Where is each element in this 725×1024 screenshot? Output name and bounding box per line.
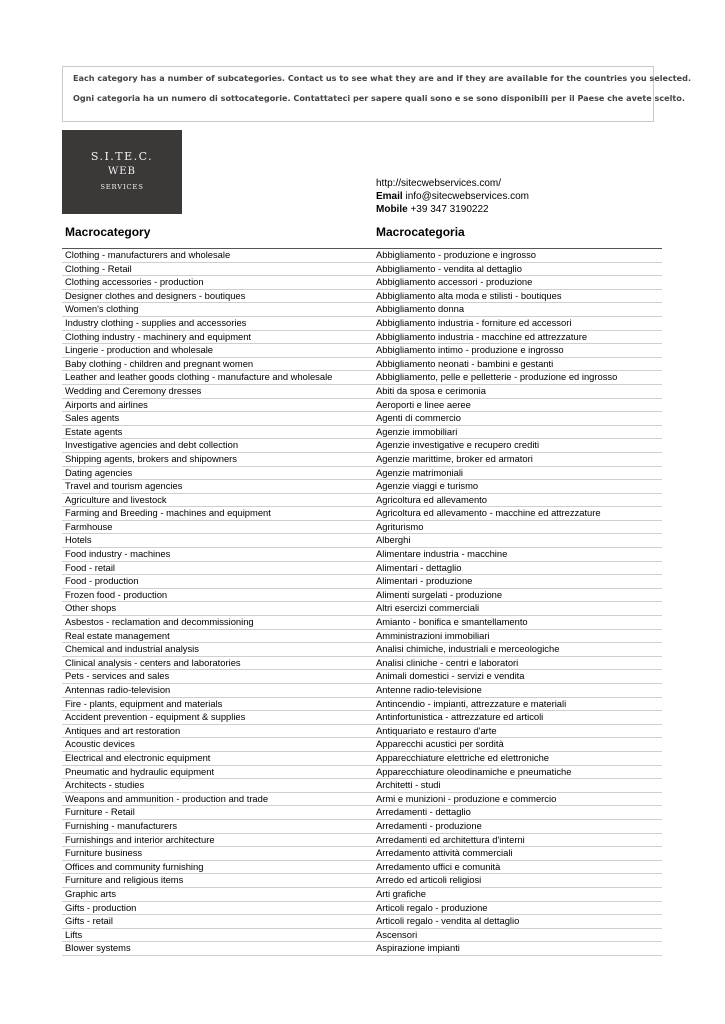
category-english: Weapons and ammunition - production and trade xyxy=(65,792,269,804)
category-english: Clothing accessories - production xyxy=(65,276,204,288)
table-row xyxy=(62,263,662,277)
logo-line-3: SERVICES xyxy=(100,183,144,191)
category-italian: Alimenti surgelati - produzione xyxy=(376,588,503,600)
category-english: Designer clothes and designers - boutiques xyxy=(65,289,246,301)
category-italian: Analisi cliniche - centri e laboratori xyxy=(376,656,519,668)
category-english: Real estate management xyxy=(65,629,170,641)
category-english: Furnishings and interior architecture xyxy=(65,833,215,845)
table-row xyxy=(62,494,662,508)
category-english: Food - retail xyxy=(65,561,116,573)
table-row xyxy=(62,657,662,671)
table-row xyxy=(62,467,662,481)
category-english: Agriculture and livestock xyxy=(65,493,167,505)
mobile-line xyxy=(376,203,529,216)
category-italian: Agenzie marittime, broker ed armatori xyxy=(376,452,533,464)
table-row xyxy=(62,670,662,684)
category-italian: Apparecchiature elettriche ed elettroniche xyxy=(376,751,550,763)
category-italian: Abbigliamento industria - forniture ed accessori xyxy=(376,316,572,328)
table-row xyxy=(62,847,662,861)
website-link[interactable]: http://sitecwebservices.com/ xyxy=(376,178,502,189)
category-table xyxy=(62,248,662,956)
category-italian: Antincendio - impianti, attrezzature e materiali xyxy=(376,697,567,709)
table-row xyxy=(62,480,662,494)
table-row xyxy=(62,902,662,916)
category-english: Offices and community furnishing xyxy=(65,860,204,872)
category-italian: Agenzie investigative e recupero crediti xyxy=(376,439,540,451)
category-english: Antennas radio-television xyxy=(65,684,171,695)
header-macrocategoria: Macrocategoria xyxy=(376,225,465,239)
table-row xyxy=(62,399,662,413)
category-english: Baby clothing - children and pregnant women xyxy=(65,357,254,369)
table-row xyxy=(62,888,662,902)
table-row xyxy=(62,412,662,426)
notice-italian: Ogni categoria ha un numero di sottocategorie. Contattateci per sapere quali sono e se sono disponibili per il Paese che avete scelto. xyxy=(73,93,685,103)
table-row xyxy=(62,453,662,467)
category-italian: Abbigliamento, pelle e pelletterie - produzione ed ingrosso xyxy=(376,371,618,383)
table-row xyxy=(62,834,662,848)
mobile-number: +39 347 3190222 xyxy=(410,204,489,215)
category-english: Antiques and art restoration xyxy=(65,724,181,736)
table-row xyxy=(62,249,662,263)
category-english: Shipping agents, brokers and shipowners xyxy=(65,452,237,464)
category-english: Clothing - manufacturers and wholesale xyxy=(65,249,231,260)
table-row xyxy=(62,616,662,630)
table-row xyxy=(62,942,662,956)
category-italian: Abiti da sposa e cerimonia xyxy=(376,384,486,396)
category-italian: Agenti di commercio xyxy=(376,412,461,424)
category-english: Accident prevention - equipment & supplies xyxy=(65,711,246,723)
category-italian: Abbigliamento neonati - bambini e gestanti xyxy=(376,357,554,369)
table-row xyxy=(62,684,662,698)
category-english: Lingerie - production and wholesale xyxy=(65,344,214,356)
category-italian: Arredamento attività commerciali xyxy=(376,847,513,859)
category-italian: Analisi chimiche, industriali e merceologiche xyxy=(376,643,560,655)
email-link[interactable]: info@sitecwebservices.com xyxy=(405,191,529,202)
category-italian: Architetti - studi xyxy=(376,779,441,791)
table-row xyxy=(62,344,662,358)
category-italian: Aeroporti e linee aeree xyxy=(376,398,471,410)
category-italian: Animali domestici - servizi e vendita xyxy=(376,670,525,682)
category-english: Clinical analysis - centers and laboratories xyxy=(65,656,241,668)
category-english: Travel and tourism agencies xyxy=(65,480,183,492)
category-english: Wedding and Ceremony dresses xyxy=(65,384,202,396)
table-row xyxy=(62,439,662,453)
company-logo xyxy=(62,130,182,214)
category-italian: Alimentari - produzione xyxy=(376,575,473,587)
category-italian: Abbigliamento alta moda e stilisti - boutiques xyxy=(376,289,562,301)
email-label: Email xyxy=(376,191,403,202)
table-row xyxy=(62,602,662,616)
category-italian: Alimentari - dettaglio xyxy=(376,561,462,573)
notice-box xyxy=(62,66,692,122)
category-italian: Agricoltura ed allevamento xyxy=(376,493,487,505)
category-english: Architects - studies xyxy=(65,779,145,791)
table-row xyxy=(62,534,662,548)
category-english: Lifts xyxy=(65,928,83,940)
table-row xyxy=(62,317,662,331)
category-italian: Arredamenti ed architettura d'interni xyxy=(376,833,525,845)
table-row xyxy=(62,521,662,535)
category-italian: Agenzie viaggi e turismo xyxy=(376,480,479,492)
category-italian: Articoli regalo - vendita al dettaglio xyxy=(376,915,520,927)
table-row xyxy=(62,630,662,644)
table-row xyxy=(62,562,662,576)
category-italian: Apparecchi acustici per sordità xyxy=(376,738,504,750)
category-english: Food industry - machines xyxy=(65,548,171,560)
table-row xyxy=(62,711,662,725)
category-italian: Abbigliamento industria - macchine ed attrezzature xyxy=(376,330,588,342)
category-english: Farmhouse xyxy=(65,520,113,532)
category-english: Gifts - retail xyxy=(65,915,113,927)
category-italian: Alimentare industria - macchine xyxy=(376,548,508,560)
contact-block xyxy=(376,177,529,216)
table-row xyxy=(62,725,662,739)
category-english: Clothing industry - machinery and equipment xyxy=(65,330,252,342)
category-italian: Abbigliamento - vendita al dettaglio xyxy=(376,262,522,274)
category-italian: Arredamenti - produzione xyxy=(376,819,482,831)
table-row xyxy=(62,426,662,440)
category-english: Other shops xyxy=(65,602,117,614)
table-row xyxy=(62,371,662,385)
category-italian: Agriturismo xyxy=(376,520,424,532)
table-row xyxy=(62,738,662,752)
category-italian: Abbigliamento donna xyxy=(376,303,465,315)
category-english: Frozen food - production xyxy=(65,588,168,600)
category-english: Food - production xyxy=(65,575,139,587)
table-row xyxy=(62,779,662,793)
table-row xyxy=(62,915,662,929)
category-italian: Arredamenti - dettaglio xyxy=(376,806,471,818)
category-italian: Alberghi xyxy=(376,534,411,546)
table-row xyxy=(62,698,662,712)
category-english: Airports and airlines xyxy=(65,398,148,410)
table-row xyxy=(62,303,662,317)
category-italian: Apparecchiature oleodinamiche e pneumatiche xyxy=(376,765,572,777)
table-row xyxy=(62,752,662,766)
category-italian: Antinfortunistica - attrezzature ed articoli xyxy=(376,711,544,723)
category-italian: Arredo ed articoli religiosi xyxy=(376,874,482,886)
logo-line-1: S.I.TE.C. xyxy=(90,150,154,163)
category-italian: Amministrazioni immobiliari xyxy=(376,629,490,641)
table-row xyxy=(62,548,662,562)
table-row xyxy=(62,820,662,834)
category-english: Graphic arts xyxy=(65,887,117,899)
table-row xyxy=(62,290,662,304)
category-english: Acoustic devices xyxy=(65,738,135,750)
category-italian: Armi e munizioni - produzione e commercio xyxy=(376,792,557,804)
table-row xyxy=(62,589,662,603)
table-row xyxy=(62,929,662,943)
category-english: Hotels xyxy=(65,534,92,546)
category-english: Clothing - Retail xyxy=(65,262,132,274)
category-italian: Amianto - bonifica e smantellamento xyxy=(376,616,528,628)
table-row xyxy=(62,874,662,888)
category-italian: Agenzie matrimoniali xyxy=(376,466,464,478)
category-english: Pets - services and sales xyxy=(65,670,170,682)
table-row xyxy=(62,507,662,521)
category-english: Furnishing - manufacturers xyxy=(65,819,178,831)
category-english: Industry clothing - supplies and accessories xyxy=(65,316,247,328)
category-english: Gifts - production xyxy=(65,901,137,913)
category-italian: Abbigliamento intimo - produzione e ingrosso xyxy=(376,344,564,356)
category-english: Estate agents xyxy=(65,425,123,437)
category-italian: Agenzie immobiliari xyxy=(376,425,458,437)
category-italian: Ascensori xyxy=(376,928,418,940)
category-italian: Arredamento uffici e comunità xyxy=(376,860,501,872)
mobile-label: Mobile xyxy=(376,204,408,215)
table-row xyxy=(62,766,662,780)
category-english: Chemical and industrial analysis xyxy=(65,643,199,655)
logo-line-2: WEB xyxy=(108,166,136,177)
category-english: Blower systems xyxy=(65,942,131,954)
category-italian: Altri esercizi commerciali xyxy=(376,602,480,614)
category-english: Electrical and electronic equipment xyxy=(65,751,211,763)
table-row xyxy=(62,643,662,657)
category-english: Investigative agencies and debt collection xyxy=(65,439,239,451)
table-row xyxy=(62,358,662,372)
category-italian: Aspirazione impianti xyxy=(376,942,460,954)
table-row xyxy=(62,385,662,399)
table-row xyxy=(62,861,662,875)
category-english: Furniture and religious items xyxy=(65,874,184,886)
category-english: Dating agencies xyxy=(65,466,133,478)
email-line xyxy=(376,190,529,203)
category-english: Asbestos - reclamation and decommissioning xyxy=(65,616,254,628)
table-row xyxy=(62,575,662,589)
category-english: Sales agents xyxy=(65,412,120,424)
category-italian: Antenne radio-televisione xyxy=(376,684,482,695)
category-italian: Arti grafiche xyxy=(376,887,427,899)
category-english: Women's clothing xyxy=(65,303,139,315)
category-italian: Abbigliamento - produzione e ingrosso xyxy=(376,249,536,260)
table-row xyxy=(62,331,662,345)
category-italian: Articoli regalo - produzione xyxy=(376,901,488,913)
category-english: Farming and Breeding - machines and equipment xyxy=(65,507,271,519)
table-row xyxy=(62,793,662,807)
category-english: Leather and leather goods clothing - manufacture and wholesale xyxy=(65,371,333,383)
category-english: Furniture business xyxy=(65,847,143,859)
table-row xyxy=(62,276,662,290)
category-italian: Antiquariato e restauro d'arte xyxy=(376,724,497,736)
header-macrocategory: Macrocategory xyxy=(65,225,151,239)
category-english: Pneumatic and hydraulic equipment xyxy=(65,765,215,777)
category-english: Fire - plants, equipment and materials xyxy=(65,697,223,709)
category-english: Furniture - Retail xyxy=(65,806,135,818)
category-italian: Agricoltura ed allevamento - macchine ed attrezzature xyxy=(376,507,601,519)
notice-english: Each category has a number of subcategories. Contact us to see what they are and if they are available for the countries you selected. xyxy=(73,73,692,83)
table-row xyxy=(62,806,662,820)
category-italian: Abbigliamento accessori - produzione xyxy=(376,276,533,288)
table-header xyxy=(62,225,662,241)
